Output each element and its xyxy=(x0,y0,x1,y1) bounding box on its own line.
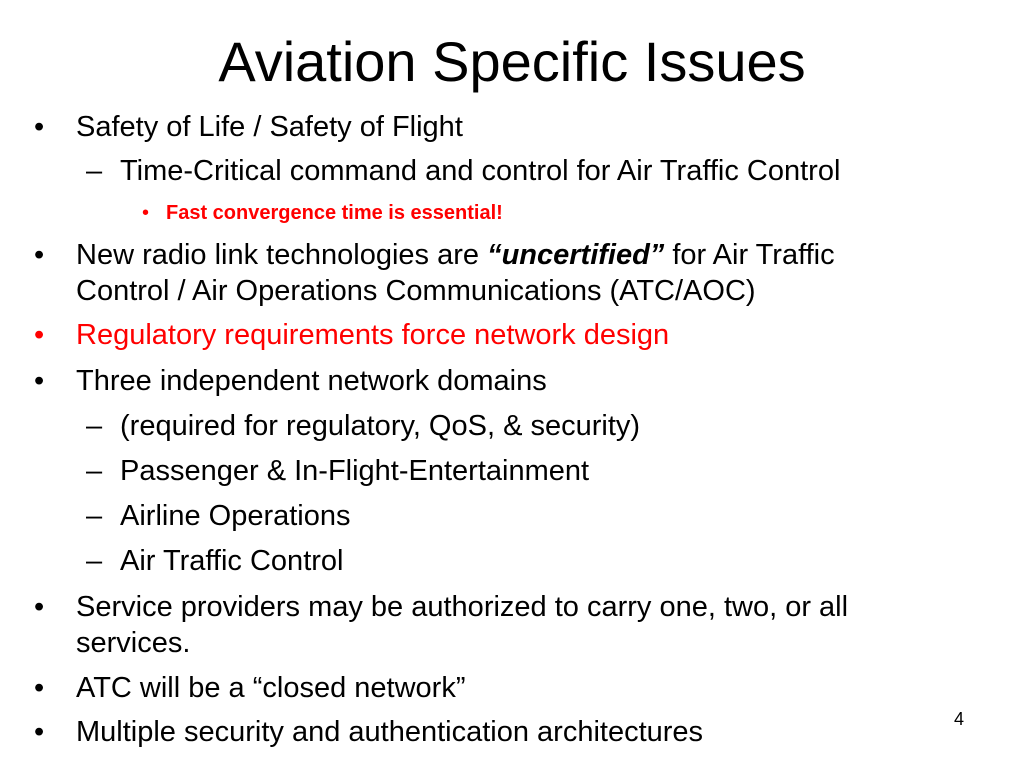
dash-marker: – xyxy=(86,410,103,442)
dash-marker: – xyxy=(86,155,103,187)
sub-item-text: Air Traffic Control xyxy=(120,545,344,577)
bullet-item-service-providers xyxy=(34,588,849,626)
dash-marker: – xyxy=(86,500,103,532)
bullet-item-regulatory xyxy=(34,316,670,354)
bullet-marker: • xyxy=(34,672,45,704)
bullet-marker: • xyxy=(34,365,45,397)
bullet-marker: • xyxy=(34,319,45,351)
bullet-text: Safety of Life / Safety of Flight xyxy=(76,111,463,143)
bullet-item-service-providers-line2 xyxy=(76,624,190,662)
bullet-item-uncertified xyxy=(34,236,835,274)
sub-item-required-for xyxy=(86,407,641,445)
bullet-text: Service providers may be authorized to carry one, two, or all xyxy=(76,591,849,623)
sub-sub-item-text: Fast convergence time is essential! xyxy=(166,202,503,224)
bullet-text-continuation: Control / Air Operations Communications (ATC/AOC) xyxy=(76,275,756,307)
bullet-text-part: New radio link technologies are xyxy=(76,239,488,271)
bullet-marker: • xyxy=(34,591,45,623)
bullet-item-three-domains xyxy=(34,362,547,400)
sub-sub-item-fast-convergence xyxy=(142,200,503,226)
bullet-text: Three independent network domains xyxy=(76,365,547,397)
bullet-text: Regulatory requirements force network design xyxy=(76,319,670,351)
sub-item-air-traffic-control xyxy=(86,542,344,580)
sub-item-text: Passenger & In-Flight-Entertainment xyxy=(120,455,590,487)
sub-item-airline-operations xyxy=(86,497,351,535)
page-number: 4 xyxy=(953,709,964,729)
bullet-text: ATC will be a “closed network” xyxy=(76,672,466,704)
bullet-marker: • xyxy=(34,716,45,748)
bullet-marker: • xyxy=(34,239,45,271)
slide-title: Aviation Specific Issues xyxy=(218,30,806,93)
sub-item-passenger xyxy=(86,452,590,490)
dash-marker: – xyxy=(86,455,103,487)
emphasis-text: “uncertified” xyxy=(487,239,665,271)
bullet-item-atc-closed xyxy=(34,669,466,707)
bullet-marker: • xyxy=(142,202,150,224)
bullet-item-uncertified-line2 xyxy=(76,272,756,310)
dash-marker: – xyxy=(86,545,103,577)
bullet-text: Multiple security and authentication architectures xyxy=(76,716,704,748)
sub-item-text: (required for regulatory, QoS, & security) xyxy=(120,410,641,442)
sub-item-time-critical xyxy=(86,152,841,190)
bullet-item-security-architectures xyxy=(34,713,704,751)
bullet-item-safety xyxy=(34,108,463,146)
sub-item-text: Time-Critical command and control for Air Traffic Control xyxy=(120,155,841,187)
bullet-marker: • xyxy=(34,111,45,143)
bullet-text-continuation: services. xyxy=(76,627,191,659)
bullet-text-part: for Air Traffic xyxy=(664,239,835,271)
sub-item-text: Airline Operations xyxy=(120,500,351,532)
